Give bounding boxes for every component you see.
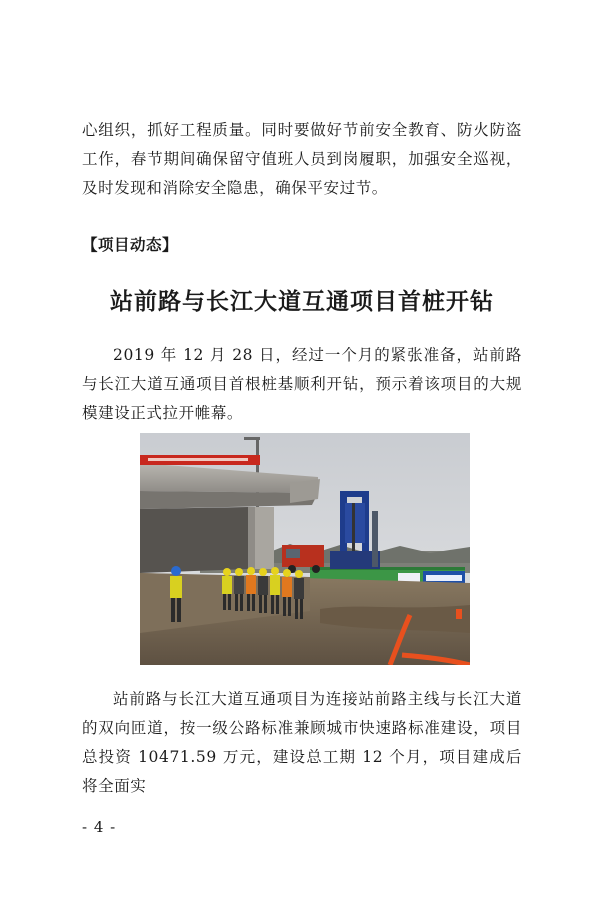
- body-paragraph: 站前路与长江大道互通项目为连接站前路主线与长江大道的双向匝道，按一级公路标准兼顾城市快速路标准建设，项目总投资 10471.59 万元，建设总工期 12 个月，项目建成后将全面实: [82, 690, 522, 795]
- section-tag: 【项目动态】: [82, 235, 179, 254]
- intro-paragraph: 心组织，抓好工程质量。同时要做好节前安全教育、防火防盗工作，春节期间确保留守值班人员到岗履职，加强安全巡视，及时发现和消除安全隐患，确保平安过节。: [82, 121, 522, 197]
- lead-paragraph: 2019 年 12 月 28 日，经过一个月的紧张准备，站前路与长江大道互通项目首根桩基顺利开钻，预示着该项目的大规模建设正式拉开帷幕。: [82, 346, 522, 422]
- page-number: - 4 -: [82, 818, 117, 836]
- construction-site-photo: [140, 433, 470, 665]
- article-headline: 站前路与长江大道互通项目首桩开钻: [110, 288, 494, 315]
